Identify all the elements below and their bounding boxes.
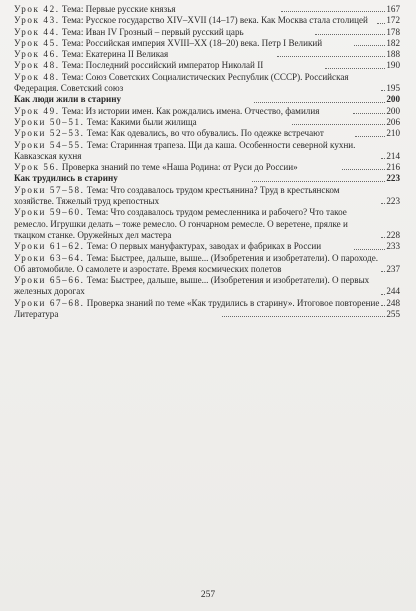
toc-leader-dots	[252, 181, 385, 182]
toc-leader-dots	[381, 271, 385, 272]
toc-entry-label: Урок 43.	[14, 15, 60, 26]
toc-leader-dots	[342, 169, 385, 170]
toc-entry-text	[14, 207, 380, 241]
toc-entry-title: Проверка знаний по теме «Как трудились в старину». Итоговое повторение	[86, 297, 380, 308]
toc-entry-title: Проверка знаний по теме «Наша Родина: от Руси до России»	[61, 162, 298, 173]
toc-entry-title: Тема: Как одевались, во что обувались. По одежке встречают	[86, 128, 324, 139]
toc-entry	[14, 241, 400, 252]
toc-entry-text	[14, 140, 380, 163]
toc-page-number: 206	[386, 116, 400, 127]
toc-entry-label: Уроки 54–55.	[14, 139, 85, 150]
toc-leader-dots	[381, 294, 385, 295]
toc-entry-text	[14, 4, 280, 15]
toc-entry-title: Как трудились в старину	[14, 173, 118, 184]
toc-page-number: 172	[386, 15, 400, 26]
toc-page-number: 214	[386, 150, 400, 161]
toc-entry	[14, 309, 400, 320]
toc-entry	[14, 49, 400, 60]
toc-entry-text	[14, 15, 376, 26]
toc-page-number: 210	[386, 128, 400, 139]
toc-leader-dots	[354, 249, 386, 250]
toc-entry-title: Как люди жили в старину	[14, 94, 122, 105]
toc-page-number: 182	[386, 37, 400, 48]
toc-entry-label: Уроки 52–53.	[14, 128, 85, 139]
toc-entry-title: Тема: Союз Советских Социалистических Республик (СССР). Российская Федерация. Советский союз	[14, 71, 349, 94]
toc-entry-label: Уроки 50–51.	[14, 116, 85, 127]
toc-leader-dots	[254, 102, 386, 103]
toc-leader-dots	[353, 113, 385, 114]
toc-entry	[14, 15, 400, 26]
table-of-contents	[14, 4, 400, 320]
toc-entry-text	[14, 27, 314, 38]
toc-page-number: 178	[386, 26, 400, 37]
toc-entry-label: Уроки 59–60.	[14, 207, 85, 218]
toc-page-number: 244	[386, 286, 400, 297]
toc-leader-dots	[325, 68, 386, 69]
toc-entry-text	[14, 309, 221, 320]
toc-leader-dots	[354, 45, 385, 46]
toc-entry	[14, 275, 400, 298]
toc-page-number: 237	[386, 263, 400, 274]
toc-entry-text	[14, 72, 380, 95]
toc-leader-dots	[381, 90, 385, 91]
toc-leader-dots	[315, 34, 385, 35]
toc-leader-dots	[381, 158, 385, 159]
toc-entry-text	[14, 38, 353, 49]
toc-entry-label: Уроки 61–62.	[14, 241, 85, 252]
toc-entry	[14, 117, 400, 128]
toc-entry-title: Тема: Иван IV Грозный – первый русский царь	[61, 26, 244, 37]
toc-leader-dots	[381, 203, 385, 204]
toc-entry-label: Урок 48.	[14, 71, 60, 82]
toc-section-heading	[14, 173, 400, 184]
toc-entry-label: Урок 44.	[14, 26, 60, 37]
toc-entry-title: Тема: Старинная трапеза. Щи да каша. Особенности северной кухни. Кавказская кухня	[14, 139, 356, 161]
toc-entry-title: Литература	[14, 309, 59, 320]
toc-entry	[14, 106, 400, 117]
toc-entry-text	[14, 241, 353, 252]
toc-leader-dots	[277, 56, 385, 57]
toc-entry-label: Урок 48.	[14, 60, 60, 71]
page-number: 257	[200, 590, 216, 600]
toc-entry-label: Урок 49.	[14, 105, 60, 116]
toc-entry-title: Тема: Какими были жилища	[86, 116, 197, 127]
toc-entry-text	[14, 128, 354, 139]
toc-entry-title: Тема: Из истории имен. Как рождались имена. Отчество, фамилия	[61, 105, 320, 116]
toc-entry-text	[14, 275, 380, 298]
toc-entry	[14, 298, 400, 309]
toc-entry-text	[14, 94, 253, 105]
toc-entry	[14, 253, 400, 276]
toc-section-heading	[14, 94, 400, 105]
toc-entry	[14, 140, 400, 163]
toc-entry-label: Уроки 57–58.	[14, 184, 85, 195]
toc-page-number: 223	[386, 173, 400, 184]
toc-page-number: 223	[386, 196, 400, 207]
toc-entry-title: Тема: Первые русские князья	[61, 4, 176, 14]
toc-entry-title: Тема: Быстрее, дальше, выше... (Изобретения и изобретатели). О пароходе. Об автомобиле. О самолете и аэростате. Время космических полетов	[14, 252, 379, 274]
toc-entry	[14, 4, 400, 15]
toc-entry-text	[14, 106, 352, 117]
toc-entry-text	[14, 60, 324, 71]
toc-entry	[14, 27, 400, 38]
toc-entry-title: Тема: Что создавалось трудом крестьянина? Труд в крестьянском хозяйстве. Тяжелый труд крепостных	[14, 184, 340, 207]
toc-page-number: 188	[386, 49, 400, 60]
toc-page-number: 255	[386, 309, 400, 320]
toc-entry-label: Урок 45.	[14, 37, 60, 48]
toc-entry-title: Тема: Русское государство XIV–XVII (14–17) века. Как Москва стала столицей	[61, 15, 368, 26]
toc-entry-label: Урок 56.	[14, 162, 60, 173]
toc-entry-title: Тема: Последний российский император Николай II	[61, 60, 264, 71]
toc-entry-title: Тема: Российская империя XVIII–XX (18–20) века. Петр I Великий	[61, 37, 323, 48]
toc-entry-title: Тема: Что создавалось трудом ремесленника и рабочего? Что такое ремесло. Игрушки делать – тоже ремесло. О гончарном ремесле. О веретене, прялке и ткацком станке. Оружейных дел мастера	[14, 207, 348, 240]
toc-entry	[14, 185, 400, 208]
toc-page-number: 216	[386, 162, 401, 173]
toc-leader-dots	[381, 237, 385, 238]
toc-entry-label: Уроки 65–66.	[14, 275, 85, 286]
toc-entry-text	[14, 298, 380, 309]
toc-leader-dots	[222, 316, 385, 317]
toc-page-number: 200	[386, 94, 401, 105]
toc-entry	[14, 72, 400, 95]
toc-entry-title: Тема: Екатерина II Великая	[61, 49, 169, 60]
toc-entry-text	[14, 185, 380, 208]
toc-entry-text	[14, 253, 380, 276]
toc-entry-text	[14, 173, 251, 184]
toc-entry-text	[14, 117, 291, 128]
toc-entry-title: Тема: Быстрее, дальше, выше... (Изобретения и изобретатели). О первых железных дорогах	[14, 275, 370, 297]
toc-leader-dots	[355, 136, 385, 137]
toc-leader-dots	[292, 124, 386, 125]
toc-entry-text	[14, 162, 341, 173]
toc-leader-dots	[381, 305, 385, 306]
toc-page-number: 190	[386, 60, 401, 71]
toc-entry-label: Урок 42.	[14, 4, 60, 14]
toc-entry-title: Тема: О первых мануфактурах, заводах и фабриках в России	[86, 241, 322, 252]
toc-leader-dots	[377, 23, 385, 24]
toc-entry	[14, 38, 400, 49]
toc-entry-label: Уроки 67–68.	[14, 297, 85, 308]
toc-entry-text	[14, 49, 276, 60]
toc-page-number: 248	[386, 297, 400, 308]
toc-entry	[14, 207, 400, 241]
toc-page-number: 167	[386, 4, 400, 14]
toc-entry	[14, 128, 400, 139]
toc-entry-label: Уроки 63–64.	[14, 252, 85, 263]
toc-page-number: 228	[386, 229, 400, 240]
toc-leader-dots	[281, 11, 385, 12]
toc-page-number: 200	[386, 105, 401, 116]
toc-page-number: 195	[386, 83, 400, 94]
toc-page-number: 233	[386, 241, 400, 252]
toc-entry	[14, 162, 400, 173]
toc-entry-label: Урок 46.	[14, 49, 60, 60]
toc-entry	[14, 60, 400, 71]
